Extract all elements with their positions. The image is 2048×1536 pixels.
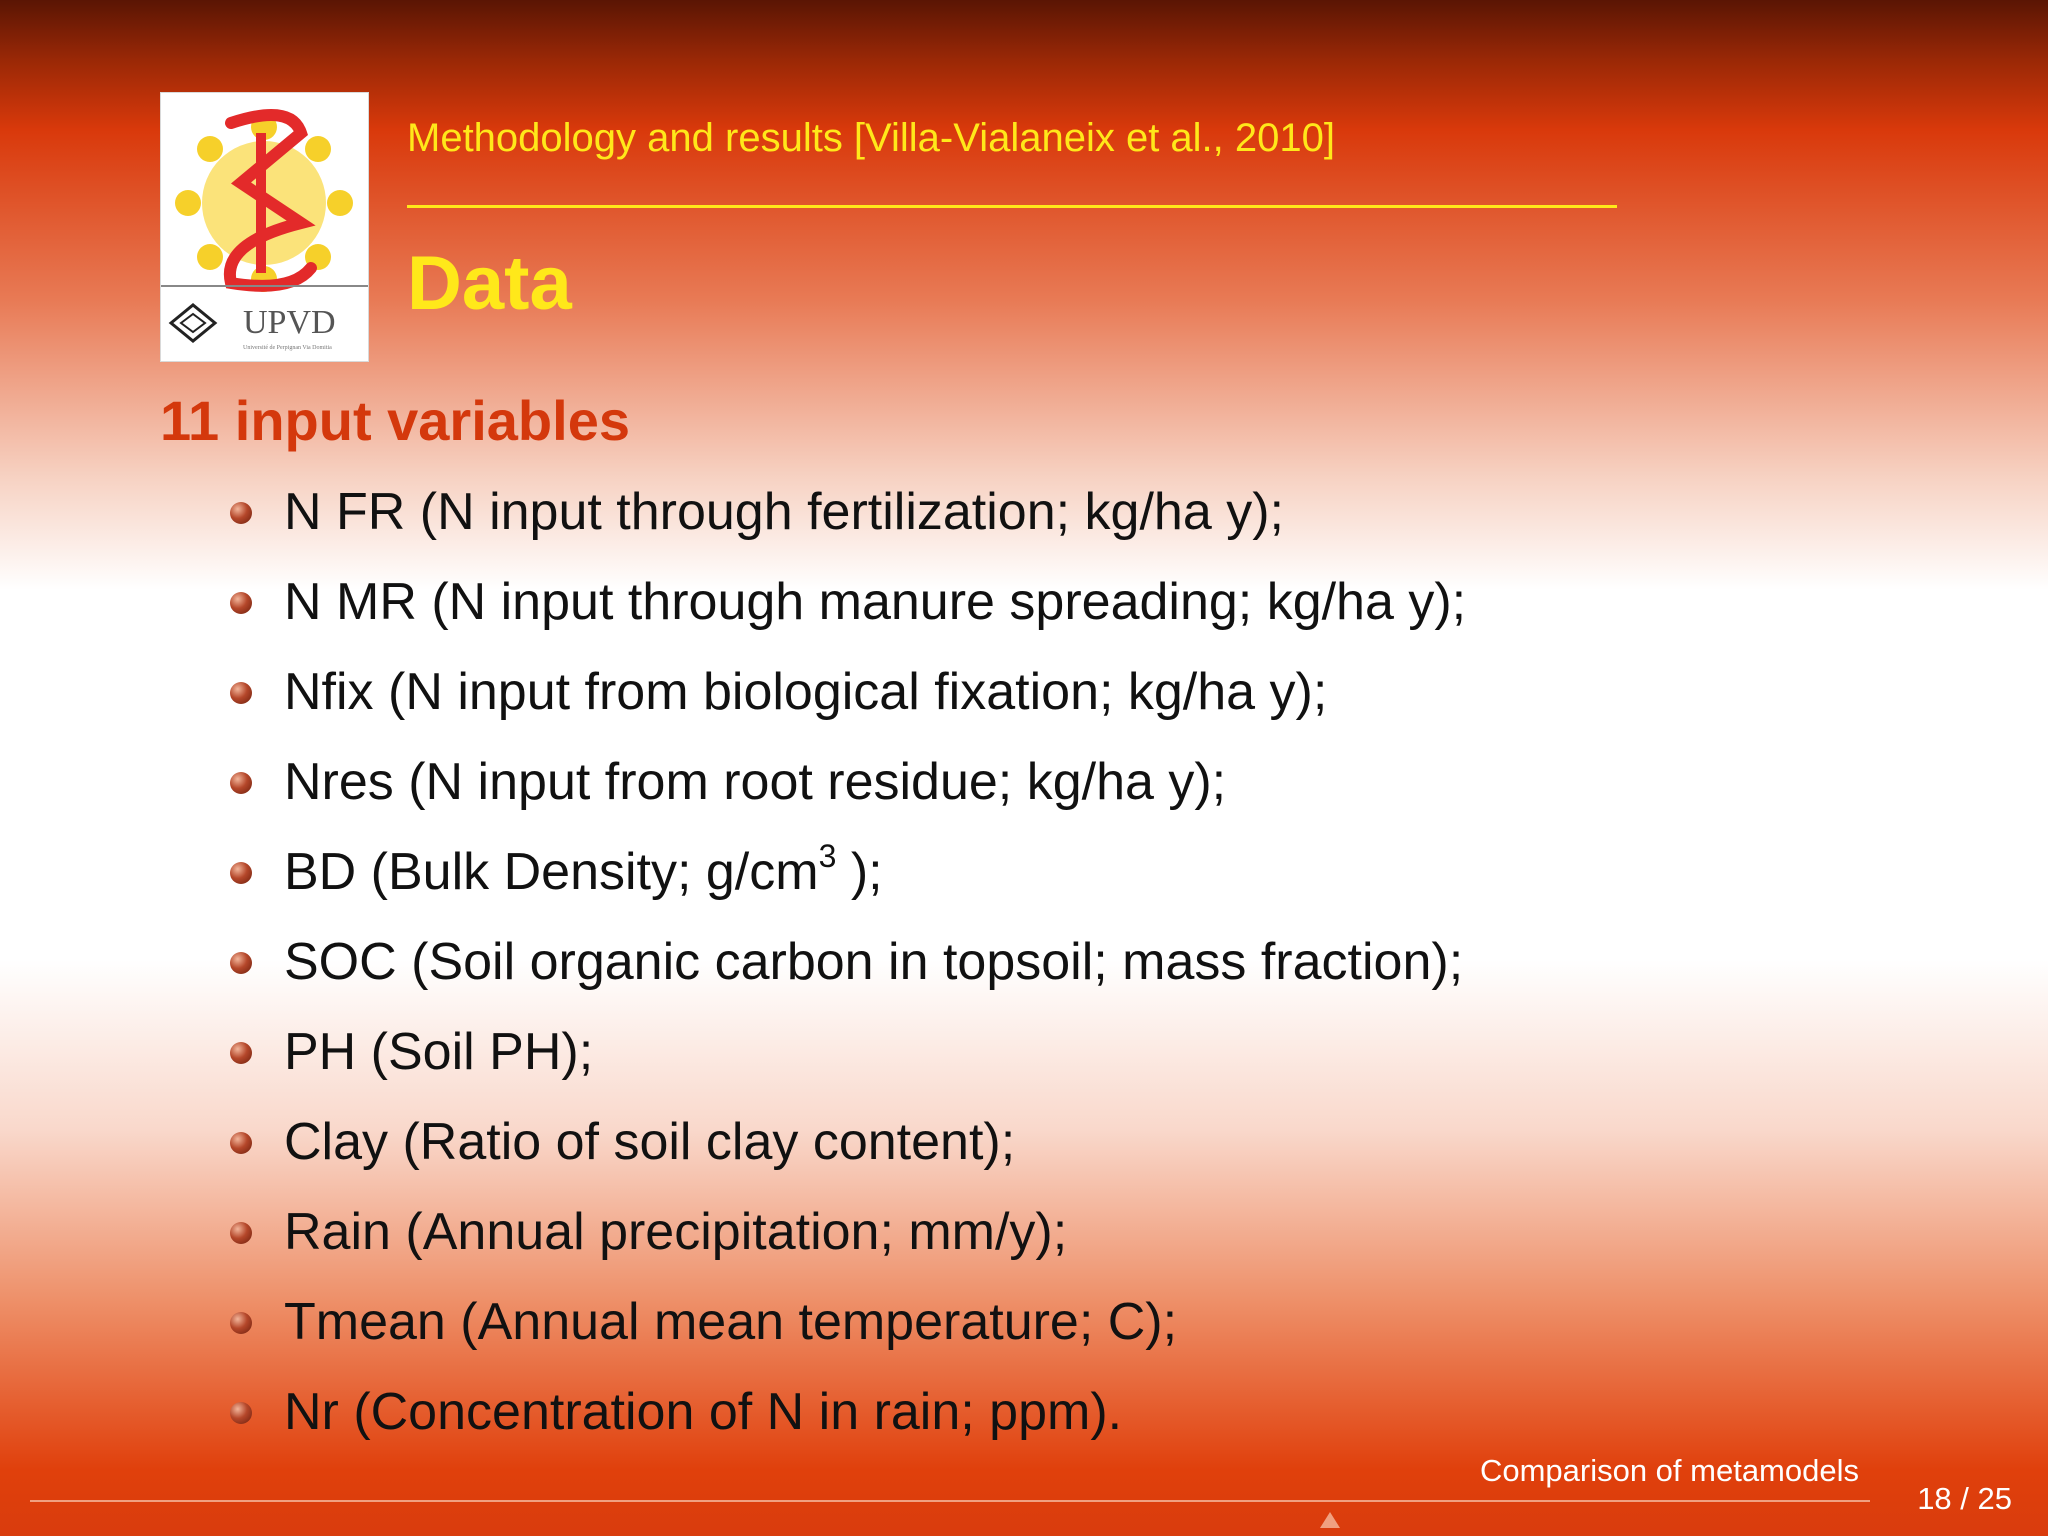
bullet-icon [230,1222,252,1244]
bullet-icon [230,862,252,884]
list-item-text: PH (Soil PH); [284,1023,594,1081]
bullet-icon [230,682,252,704]
list-item-text: Rain (Annual precipitation; mm/y); [284,1203,1068,1261]
list-item-text-prefix: BD (Bulk Density; g/cm [284,843,819,901]
list-item-text: SOC (Soil organic carbon in topsoil; mass fraction); [284,933,1464,991]
bullet-icon [230,1132,252,1154]
list-item-text [284,840,883,904]
header-divider [407,205,1617,208]
bullet-icon [230,1042,252,1064]
bullet-icon [230,1312,252,1334]
slide-title: Data [407,241,572,326]
list-item-text: Nr (Concentration of N in rain; ppm). [284,1383,1123,1441]
list-item-text: N FR (N input through fertilization; kg/ha y); [284,483,1284,541]
list-item-text: N MR (N input through manure spreading; kg/ha y); [284,573,1467,631]
bullet-icon [230,772,252,794]
bullet-icon [230,502,252,524]
footer-presentation-title: Comparison of metamodels [1479,1453,1859,1488]
university-logo [160,92,369,362]
list-item-text-suffix: ); [836,843,883,901]
bullet-icon [230,592,252,614]
navigation-arrow-icon[interactable] [1320,1512,1340,1528]
bullet-icon [230,952,252,974]
logo-emblem-icon [161,93,368,361]
slide-header-subtitle: Methodology and results [Villa-Vialaneix et al., 2010] [407,116,1335,160]
logo-tagline: Université de Perpignan Via Domitia [243,345,332,351]
bullet-icon [230,1402,252,1424]
list-item-text: Tmean (Annual mean temperature; C); [284,1293,1178,1351]
list-item-text: Nres (N input from root residue; kg/ha y); [284,753,1227,811]
list-item-text: Nfix (N input from biological fixation; kg/ha y); [284,663,1328,721]
page-number: 18 / 25 [1917,1481,2012,1516]
section-heading: 11 input variables [160,389,630,452]
superscript-exponent: 3 [818,838,837,874]
logo-wordmark: UPVD [243,304,336,341]
footer-progress-line [30,1500,1870,1502]
list-item-text: Clay (Ratio of soil clay content); [284,1113,1016,1171]
